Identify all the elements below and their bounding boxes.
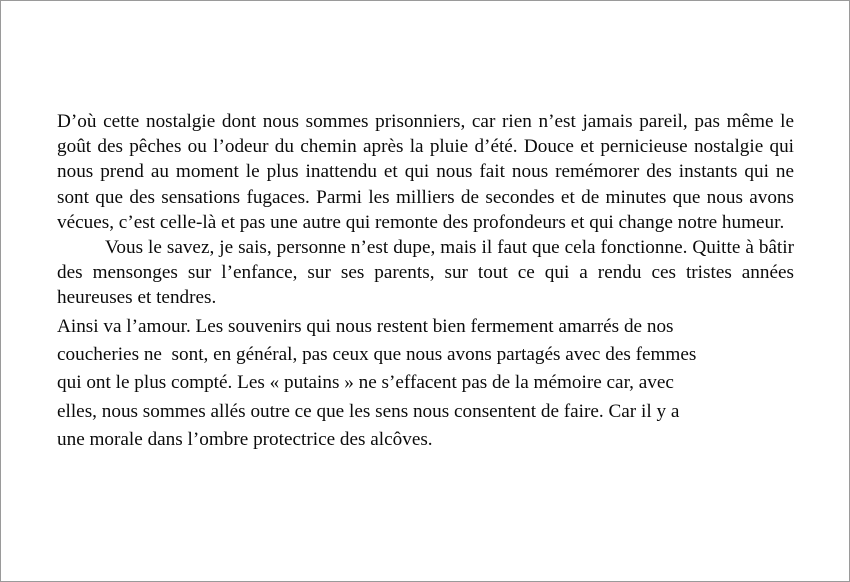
paragraph-3: [57, 313, 794, 455]
paragraph-3-line-2: coucheries ne sont, en général, pas ceux que nous avons partagés avec des femmes: [57, 344, 697, 366]
paragraph-3-line-4: elles, nous sommes allés outre ce que les sens nous consentent de faire. Car il y a: [57, 400, 680, 422]
paragraph-2: Vous le savez, je sais, personne n’est dupe, mais il faut que cela fonctionne. Quitte à bâtir des mensonges sur l’enfance, sur ses parents, sur tout ce qui a rendu ces tristes années heureuses et tendres.: [57, 237, 794, 309]
paragraph-1: D’où cette nostalgie dont nous sommes prisonniers, car rien n’est jamais pareil, pas même le goût des pêches ou l’odeur du chemin après la pluie d’été. Douce et pernicieuse nostalgie qui nous prend au moment le plus inattendu et qui nous fait nous remémorer des instants qui ne sont que des sensations fugaces. Parmi les milliers de secondes et de minutes que nous avons vécues, c’est celle-là et pas une autre qui remonte des profondeurs et qui change notre humeur.: [57, 111, 794, 233]
paragraph-3-line-5: une morale dans l’ombre protectrice des alcôves.: [57, 429, 433, 451]
paragraph-3-line-1: Ainsi va l’amour. Les souvenirs qui nous restent bien fermement amarrés de nos: [57, 315, 674, 337]
document-text-body: [57, 109, 794, 455]
paragraph-3-line-3: qui ont le plus compté. Les « putains » ne s’effacent pas de la mémoire car, avec: [57, 372, 674, 394]
